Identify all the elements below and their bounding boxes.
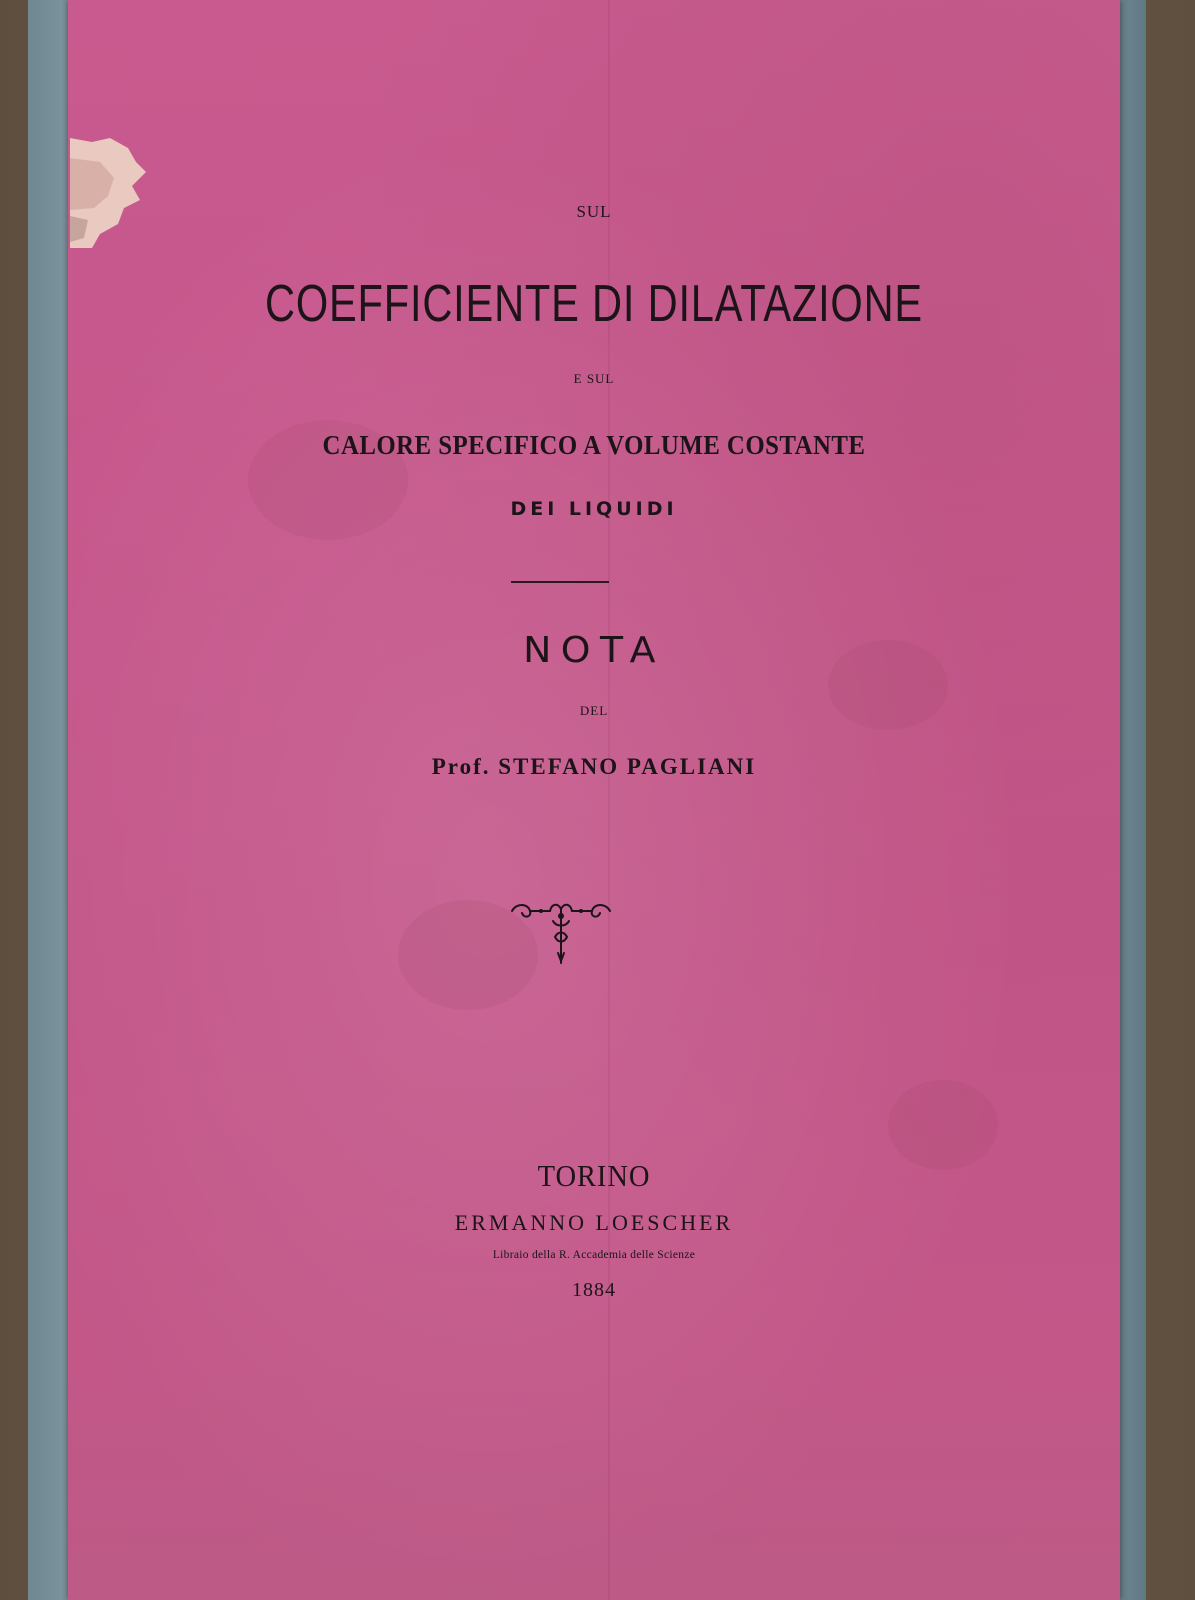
imprint-publisher: ERMANNO LOESCHER xyxy=(454,1210,734,1235)
pamphlet-cover xyxy=(68,0,1120,1600)
paper-stain xyxy=(888,1080,998,1170)
imprint-note: Libraio della R. Accademia delle Scienze xyxy=(492,1249,696,1261)
subtitle: CALORE SPECIFICO A VOLUME COSTANTE xyxy=(322,430,866,460)
imprint-year: 1884 xyxy=(572,1279,616,1301)
genre-label: NOTA xyxy=(523,630,665,671)
imprint-city: TORINO xyxy=(537,1158,651,1193)
title-top-word: SUL xyxy=(576,202,612,221)
torn-corner xyxy=(70,138,150,248)
main-title: COEFFICIENTE DI DILATAZIONE xyxy=(265,275,923,333)
divider-rule xyxy=(511,581,609,583)
subtitle-end: DEI LIQUIDI xyxy=(510,498,678,520)
title-connector: E SUL xyxy=(573,371,615,386)
author-name: Prof. STEFANO PAGLIANI xyxy=(431,754,757,779)
fold-line xyxy=(608,0,610,1600)
by-label: DEL xyxy=(579,703,609,718)
printer-ornament-icon xyxy=(506,897,616,972)
